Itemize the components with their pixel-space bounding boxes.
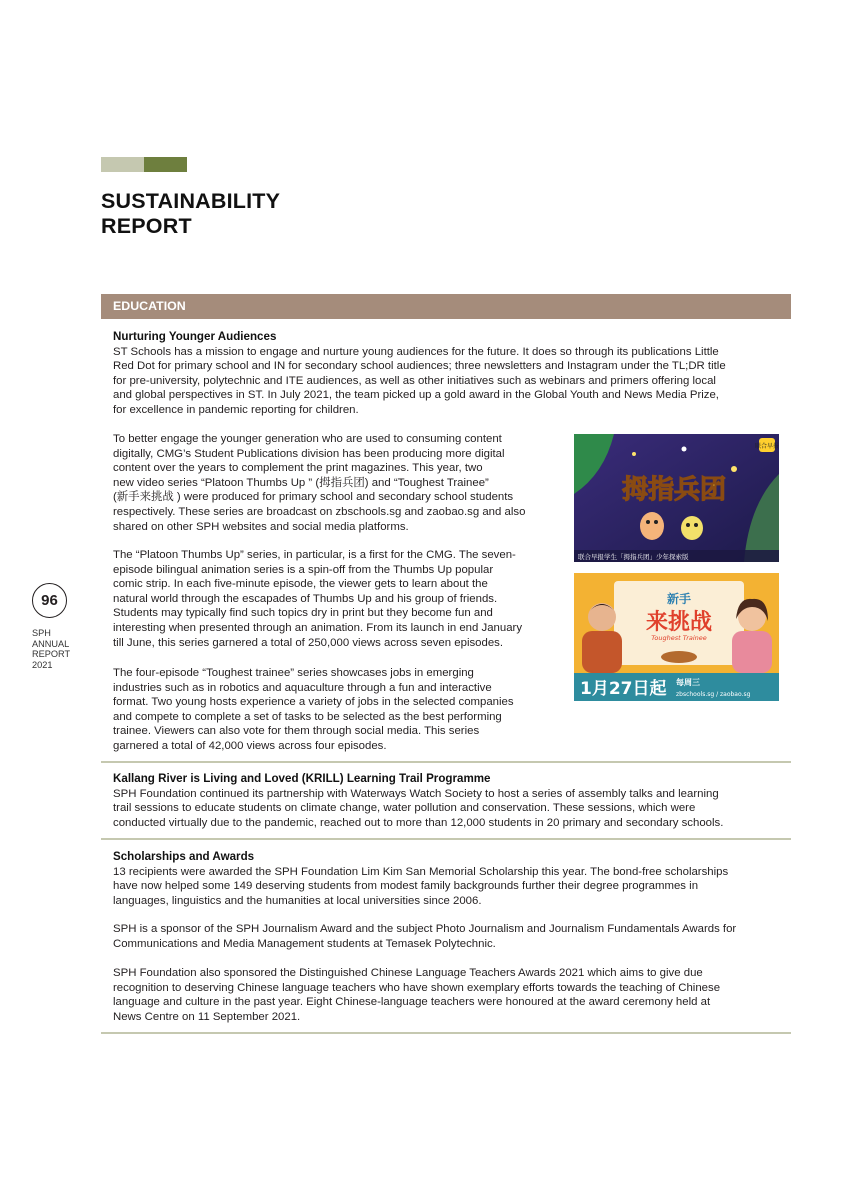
text-line: conducted virtually due to the pandemic, reached out to more than 12,000 students in 20 primary and secondary schools. xyxy=(113,816,724,829)
text-line: garnered a total of 42,000 views across four episodes. xyxy=(113,739,387,752)
text-line: and compete to complete a set of tasks to be selected as the best performing xyxy=(113,710,502,723)
text-line: ST Schools has a mission to engage and nurture young audiences for the future. It does so through its publications Little xyxy=(113,345,719,358)
text-line: To better engage the younger generation who are used to consuming content xyxy=(113,433,502,445)
trainee-title-top: 新手 xyxy=(666,592,692,606)
report-label-line: ANNUAL xyxy=(32,638,70,649)
text-line: for pre-university, polytechnic and ITE audiences, as well as other initiatives such as webinars and primers offering local xyxy=(113,374,716,387)
trainee-title-main: 来挑战 xyxy=(645,610,713,635)
text-line: comic strip. In each five-minute episode, the viewer gets to learn about the xyxy=(113,578,488,591)
text-line: episode bilingual animation series is a spin-off from the Thumbs Up popular xyxy=(113,563,494,576)
text-line: interesting when presented through an animation. From its launch in end January xyxy=(113,621,523,634)
section-divider xyxy=(101,1032,791,1034)
report-label-line: 2021 xyxy=(32,659,53,670)
article-paragraph-digital xyxy=(113,432,565,534)
text-line: SPH is a sponsor of the SPH Journalism Award and the subject Photo Journalism and Journalism Fundamentals Awards for xyxy=(113,923,737,935)
report-label-line: SPH xyxy=(32,628,51,638)
page-title xyxy=(101,189,401,239)
platoon-caption-text: 联合早报学生「拇指兵团」少年探索版 xyxy=(578,553,689,561)
text-line: shared on other SPH websites and social media platforms. xyxy=(113,520,409,533)
trainee-date: 1月27日起 xyxy=(580,679,667,699)
article-paragraph-platoon xyxy=(113,548,565,650)
text-line: industries such as in robotics and aquaculture through a fun and interactive xyxy=(113,681,492,694)
text-line: trainee. Viewers can also vote for them through social media. This series xyxy=(113,725,480,738)
text-line: content over the years to complement the print magazines. This year, two xyxy=(113,462,483,475)
text-line: The four-episode “Toughest trainee” series showcases jobs in emerging xyxy=(113,667,474,679)
text-line: 13 recipients were awarded the SPH Foundation Lim Kim San Memorial Scholarship this year. The bond-free scholarships xyxy=(113,865,729,878)
article-paragraph-journalism xyxy=(113,922,793,951)
text-line: trail sessions to educate students on climate change, water pollution and conservation. These sessions, which were xyxy=(113,802,696,815)
platoon-title-text: 拇指兵团 xyxy=(621,475,727,505)
text-line: languages, linguistics and the humanities at local universities since 2006. xyxy=(113,894,482,907)
text-line: for excellence in pandemic reporting for children. xyxy=(113,403,359,416)
article-paragraph-trainee xyxy=(113,666,565,754)
trainee-subtitle: Toughest Trainee xyxy=(651,634,707,642)
text-line: recognition to deserving Chinese language teachers who have shown exemplary efforts towards the teaching of Chinese xyxy=(113,981,721,994)
section-divider xyxy=(101,761,791,763)
accent-bar xyxy=(101,157,187,172)
text-line: Communications and Media Management students at Temasek Polytechnic. xyxy=(113,937,496,950)
text-line: SPH Foundation also sponsored the Distinguished Chinese Language Teachers Awards 2021 which aims to give due xyxy=(113,967,703,979)
accent-bar-light xyxy=(101,157,144,172)
text-line: SPH Foundation continued its partnership with Waterways Watch Society to host a series of assembly talks and learning xyxy=(113,787,719,800)
article-krill xyxy=(113,772,793,830)
article-paragraph-teachers xyxy=(113,966,793,1024)
text-line: new video series “Platoon Thumbs Up ” (拇指兵团) and “Toughest Trainee” xyxy=(113,476,489,489)
article-heading: Nurturing Younger Audiences xyxy=(113,330,277,343)
page-number-badge: 96 xyxy=(32,583,67,618)
platoon-logo-text: 联合早报 xyxy=(754,443,779,450)
report-label-line: REPORT xyxy=(32,649,71,659)
platoon-thumbs-up-image xyxy=(574,434,779,562)
article-heading: Kallang River is Living and Loved (KRILL) Learning Trail Programme xyxy=(113,772,491,785)
text-line: Students may typically find such topics dry in print but they become fun and xyxy=(113,607,493,620)
page-title-line1: SUSTAINABILITY xyxy=(101,189,281,213)
text-line: till June, this series garnered a total of 250,000 views across seven episodes. xyxy=(113,636,504,649)
text-line: and global perspectives in ST. In July 2021, the team picked up a gold award in the Global Youth and News Media Prize, xyxy=(113,389,719,402)
text-line: digitally, CMG’s Student Publications division has been producing more digital xyxy=(113,447,505,460)
accent-bar-dark xyxy=(144,157,187,172)
text-line: Red Dot for primary school and IN for secondary school audiences; three newsletters and Instagram under the TL;DR title xyxy=(113,360,726,373)
article-paragraph xyxy=(113,345,793,418)
text-line: respectively. These series are broadcast on zbschools.sg and zaobao.sg and also xyxy=(113,505,526,518)
text-line: language and culture in the past year. Eight Chinese-language teachers were honoured at the award ceremony held at xyxy=(113,996,711,1009)
trainee-sites: zbschools.sg / zaobao.sg xyxy=(676,691,751,698)
article-heading: Scholarships and Awards xyxy=(113,850,255,863)
report-label xyxy=(32,628,70,670)
section-divider xyxy=(101,838,791,840)
text-line: natural world through the escapades of Thumbs Up and his group of friends. xyxy=(113,592,498,605)
text-line: News Centre on 11 September 2021. xyxy=(113,1010,301,1023)
text-line: format. Two young hosts experience a variety of jobs in the selected companies xyxy=(113,696,514,709)
section-header-education: EDUCATION xyxy=(101,294,791,319)
text-line: have now helped some 149 deserving students from modest family backgrounds further their degree programmes in xyxy=(113,880,699,893)
page-title-line2: REPORT xyxy=(101,214,192,238)
text-line: (新手来挑战 ) were produced for primary school and secondary school students xyxy=(113,491,514,504)
toughest-trainee-image xyxy=(574,573,779,701)
article-scholarships xyxy=(113,850,793,908)
text-line: The “Platoon Thumbs Up” series, in particular, is a first for the CMG. The seven- xyxy=(113,549,516,561)
trainee-air-day: 每周三 xyxy=(676,678,700,687)
article-nurturing xyxy=(113,330,793,418)
